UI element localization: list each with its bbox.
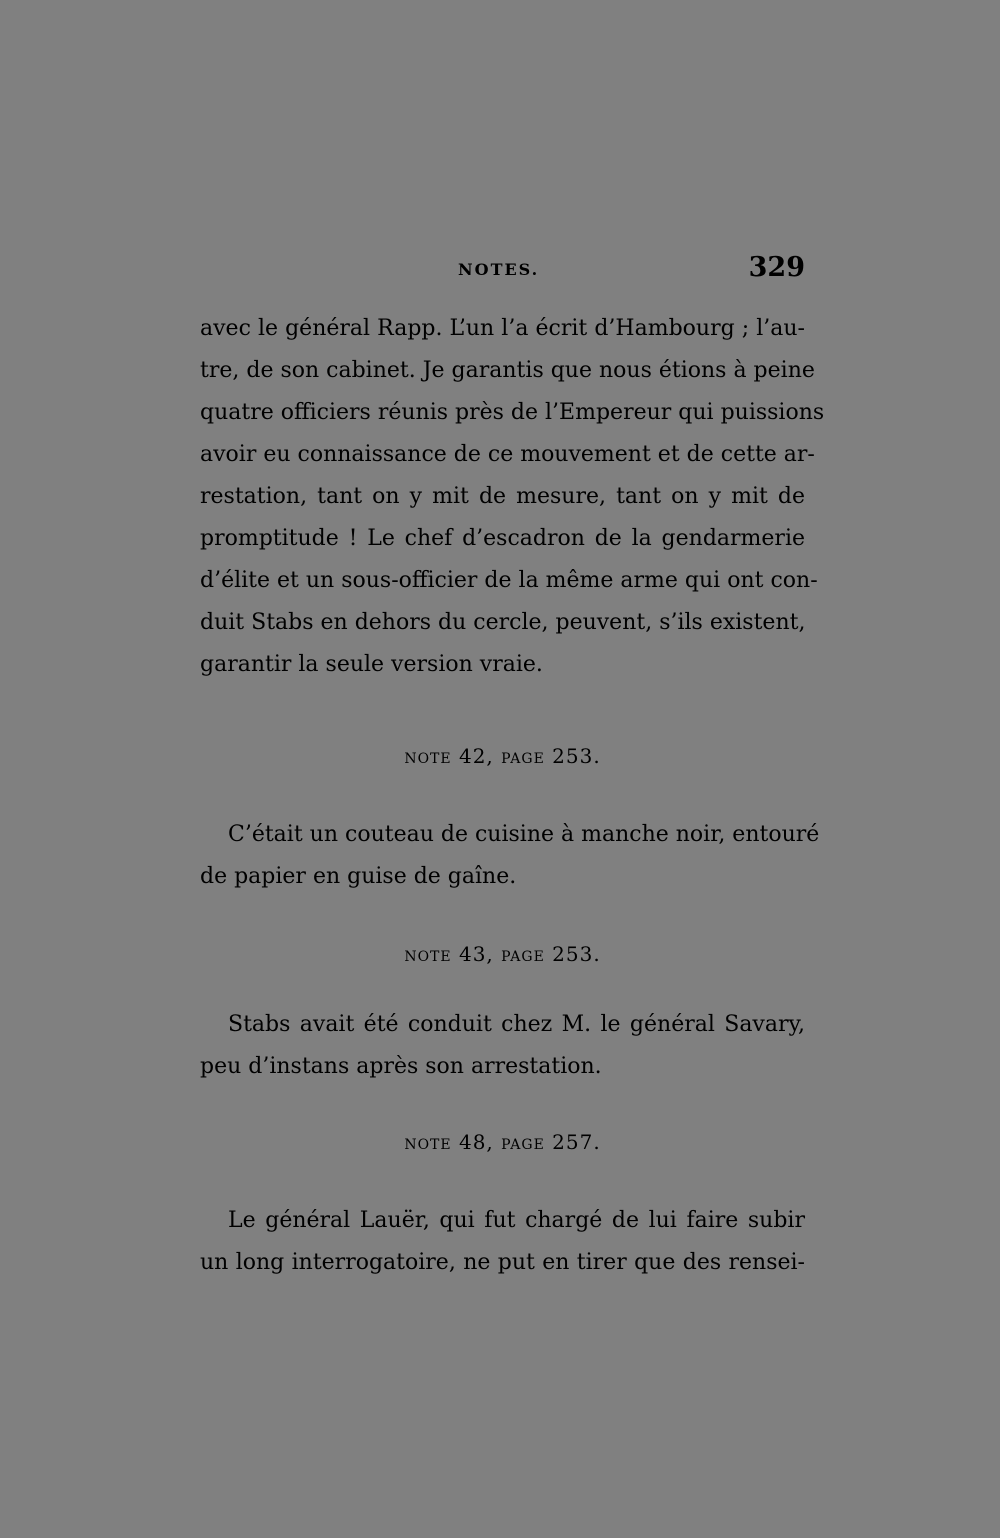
- text-line: peu d’instans après son arrestation.: [200, 1054, 602, 1079]
- continuation-paragraph: [200, 308, 825, 686]
- page-number: 329: [748, 252, 805, 283]
- text-line: Stabs avait été conduit chez M. le général Savary,: [228, 1012, 805, 1037]
- text-line: Le général Lauër, qui fut chargé de lui faire subir: [228, 1208, 805, 1233]
- running-head: [200, 252, 805, 292]
- text-line: avoir eu connaissance de ce mouvement et de cette ar-: [200, 442, 815, 467]
- text-line: quatre officiers réunis près de l’Empereur qui puissions: [200, 400, 825, 425]
- text-line: duit Stabs en dehors du cercle, peuvent, s’ils existent,: [200, 610, 806, 635]
- note-heading: note 43, page 253.: [404, 942, 601, 966]
- text-line: avec le général Rapp. L’un l’a écrit d’Hambourg ; l’au-: [200, 316, 805, 341]
- text-line: d’élite et un sous-officier de la même arme qui ont con-: [200, 568, 818, 593]
- running-head-title: NOTES.: [458, 260, 540, 279]
- text-line: promptitude ! Le chef d’escadron de la gendarmerie: [200, 526, 805, 551]
- note-paragraph: [200, 814, 820, 898]
- text-line: restation, tant on y mit de mesure, tant on y mit de: [200, 484, 805, 509]
- note-heading: note 48, page 257.: [404, 1130, 601, 1154]
- text-line: garantir la seule version vraie.: [200, 652, 543, 677]
- text-line: C’était un couteau de cuisine à manche noir, entouré: [228, 822, 820, 847]
- note-paragraph: [200, 1200, 805, 1284]
- note-heading: note 42, page 253.: [404, 744, 601, 768]
- text-line: un long interrogatoire, ne put en tirer que des rensei-: [200, 1250, 805, 1275]
- text-line: tre, de son cabinet. Je garantis que nous étions à peine: [200, 358, 815, 383]
- note-paragraph: [200, 1004, 805, 1088]
- text-line: de papier en guise de gaîne.: [200, 864, 517, 889]
